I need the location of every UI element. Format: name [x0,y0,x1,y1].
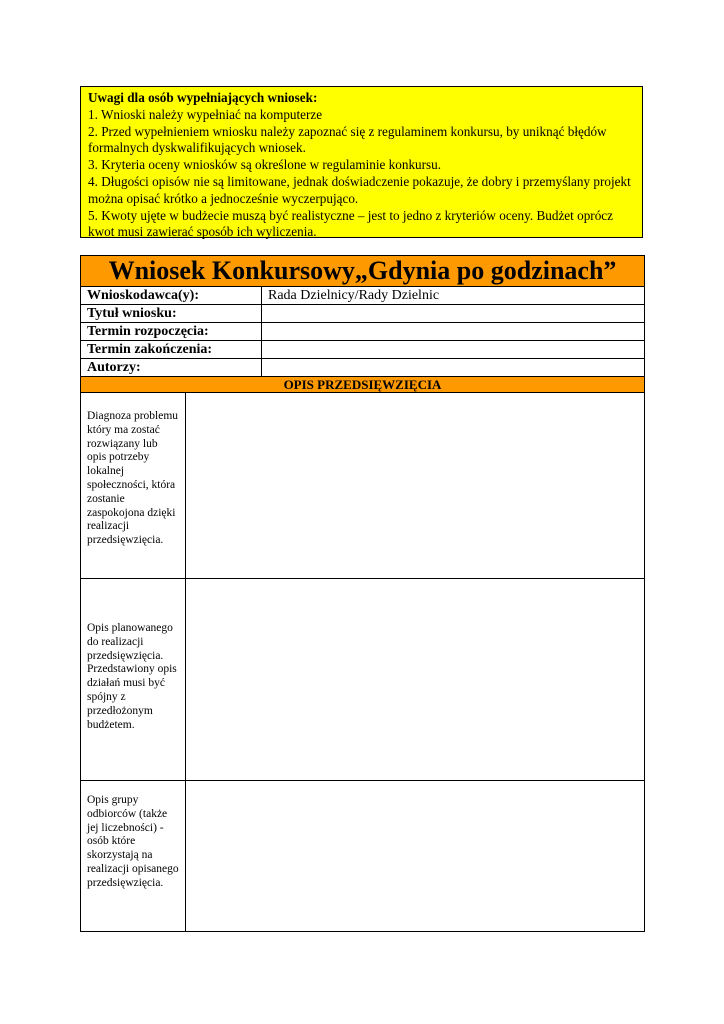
description-row-diagnosis [81,393,644,579]
description-label: Opis planowanego do realizacji przedsięwzięcia. Przedstawiony opis działań musi być spójny z przedłożonym budżetem. [81,579,186,780]
notice-line: 3. Kryteria oceny wniosków są określone w regulaminie konkursu. [88,157,442,173]
description-row-audience [81,781,644,931]
plan-field[interactable] [186,579,644,780]
diagnosis-field[interactable] [186,393,644,578]
field-row-start-date [81,323,644,341]
section-title: OPIS PRZEDSIĘWZIĘCIA [81,377,644,393]
field-label: Tytuł wniosku: [81,305,262,322]
description-label: Diagnoza problemu który ma zostać rozwiązany lub opis potrzeby lokalnej społeczności, która zostanie zaspokojona dzięki realizacji przedsięwzięcia. [81,393,186,578]
applicant-field[interactable]: Rada Dzielnicy/Rady Dzielnic [268,288,440,303]
field-row-end-date [81,341,644,359]
description-row-plan [81,579,644,781]
notice-line: 5. Kwoty ujęte w budżecie muszą być realistyczne – jest to jedno z kryteriów oceny. Budżet oprócz kwot musi zawierać sposób ich wyliczenia. [88,207,613,240]
application-form [80,255,645,932]
field-label: Termin rozpoczęcia: [81,323,262,340]
description-label: Opis grupy odbiorców (także jej liczebności) - osób które skorzystają na realizacji opisanego przedsięwzięcia. [81,781,186,931]
authors-field[interactable] [262,359,644,376]
field-row-applicant [81,287,644,305]
field-label: Termin zakończenia: [81,341,262,358]
end-date-field[interactable] [262,341,644,358]
field-row-authors [81,359,644,377]
notice-box [80,86,643,238]
form-title: Wniosek Konkursowy„Gdynia po godzinach” [81,256,644,287]
field-row-title [81,305,644,323]
start-date-field[interactable] [262,323,644,340]
audience-field[interactable] [186,781,644,931]
notice-line: 1. Wnioski należy wypełniać na komputerze [88,106,323,122]
notice-heading: Uwagi dla osób wypełniających wniosek: [88,90,318,105]
field-label: Wnioskodawca(y): [81,287,262,304]
title-field[interactable] [262,305,644,322]
notice-line: 2. Przed wypełnieniem wniosku należy zapoznać się z regulaminem konkursu, by uniknąć błędów formalnych dyskwalifikujących wniosek. [88,123,607,156]
notice-line: 4. Długości opisów nie są limitowane, jednak doświadczenie pokazuje, że dobry i przemyślany projekt można opisać krótko a jednocześnie wyczerpująco. [88,173,631,206]
field-label: Autorzy: [81,359,262,376]
